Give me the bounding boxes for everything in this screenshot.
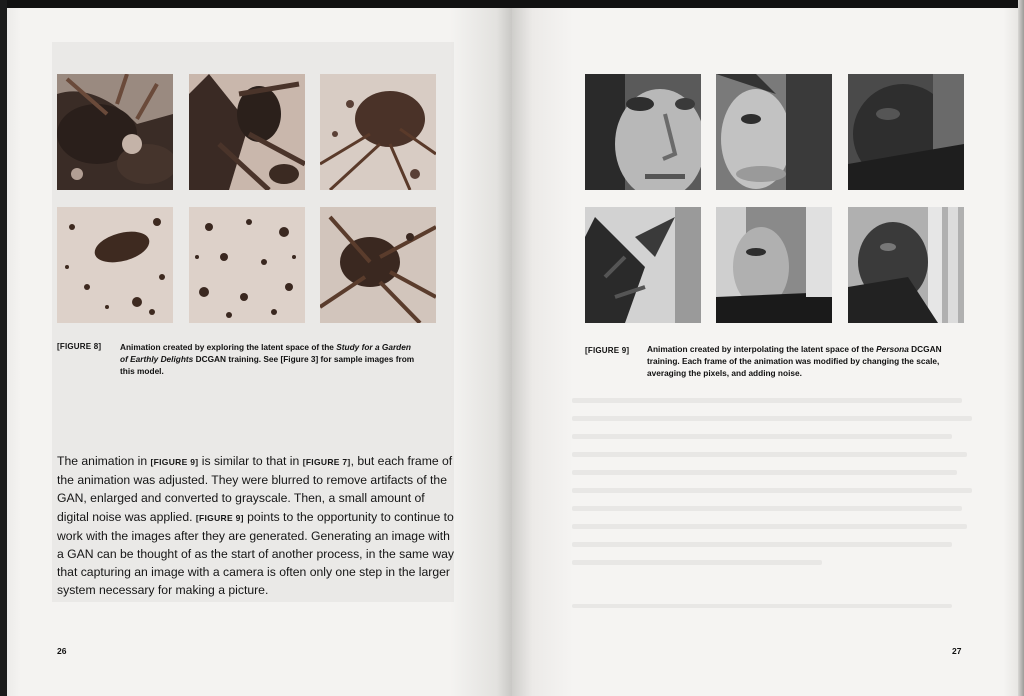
page-edge	[0, 0, 512, 8]
right-page	[512, 0, 1024, 696]
caption-text: this model.	[120, 366, 164, 376]
figure-9-tag: [FIGURE 9]	[585, 346, 630, 355]
figure-reference: [FIGURE 9]	[150, 457, 199, 467]
figure-8-frame-6	[320, 207, 436, 323]
page-edge	[1018, 0, 1024, 696]
body-text-segment: , but each frame of the animation was adjusted. They were blurred to remove artifacts of the GAN, enlarged and converted to grayscale. Then, a small amount of digital noise was applied.	[57, 454, 453, 524]
figure-8-tag: [FIGURE 8]	[57, 342, 102, 351]
figure-8-caption	[120, 341, 450, 377]
figure-8-frame-5	[189, 207, 305, 323]
show-through-line	[572, 560, 822, 565]
figure-9-frame-5	[716, 207, 832, 323]
caption-text: averaging the pixels, and adding noise.	[647, 368, 802, 378]
caption-text: training. Each frame of the animation was modified by changing the scale,	[647, 356, 940, 366]
show-through-line	[572, 506, 962, 511]
caption-text: Animation created by exploring the latent space of the	[120, 342, 337, 352]
caption-text: Animation created by interpolating the latent space of the	[647, 344, 877, 354]
show-through-line	[572, 524, 967, 529]
figure-9-frame-2	[716, 74, 832, 190]
figure-9-frame-6	[848, 207, 964, 323]
body-text-segment: points to the opportunity to continue to work with the images after they are generated. Generating an image with a GAN can be thought of as the start of another process, in the same way that capturing an image with a camera is often only one step in the larger system necessary for making a picture.	[57, 509, 454, 598]
show-through-line	[572, 470, 957, 475]
page-edge	[512, 0, 1024, 8]
figure-9-caption	[647, 343, 977, 379]
show-through-line	[572, 398, 962, 403]
figure-8-frame-4	[57, 207, 173, 323]
figure-8-frame-3	[320, 74, 436, 190]
body-paragraph	[57, 452, 457, 600]
caption-title: Persona	[876, 344, 909, 354]
caption-title: of Earthly Delights	[120, 354, 194, 364]
show-through-line	[572, 452, 967, 457]
caption-text: DCGAN training. See [Figure 3] for sample images from	[193, 354, 415, 364]
figure-8-frame-1	[57, 74, 173, 190]
body-text-segment: is similar to that in	[198, 454, 303, 468]
figure-reference: [FIGURE 7]	[302, 457, 351, 467]
figure-reference: [FIGURE 9]	[195, 512, 244, 523]
page-number-left: 26	[57, 646, 67, 656]
figure-9-frame-1	[585, 74, 701, 190]
page-number-right: 27	[952, 646, 962, 656]
caption-title: Study for a Garden	[336, 342, 411, 352]
show-through-line	[572, 542, 952, 547]
figure-8-frame-2	[189, 74, 305, 190]
show-through-line	[572, 434, 952, 439]
show-through-line	[572, 416, 972, 421]
caption-text: DCGAN	[908, 344, 942, 354]
figure-9-frame-4	[585, 207, 701, 323]
figure-9-frame-3	[848, 74, 964, 190]
page-edge	[0, 0, 7, 696]
show-through-line	[572, 604, 952, 608]
show-through-line	[572, 488, 972, 493]
body-text-segment: The animation in	[57, 454, 151, 468]
